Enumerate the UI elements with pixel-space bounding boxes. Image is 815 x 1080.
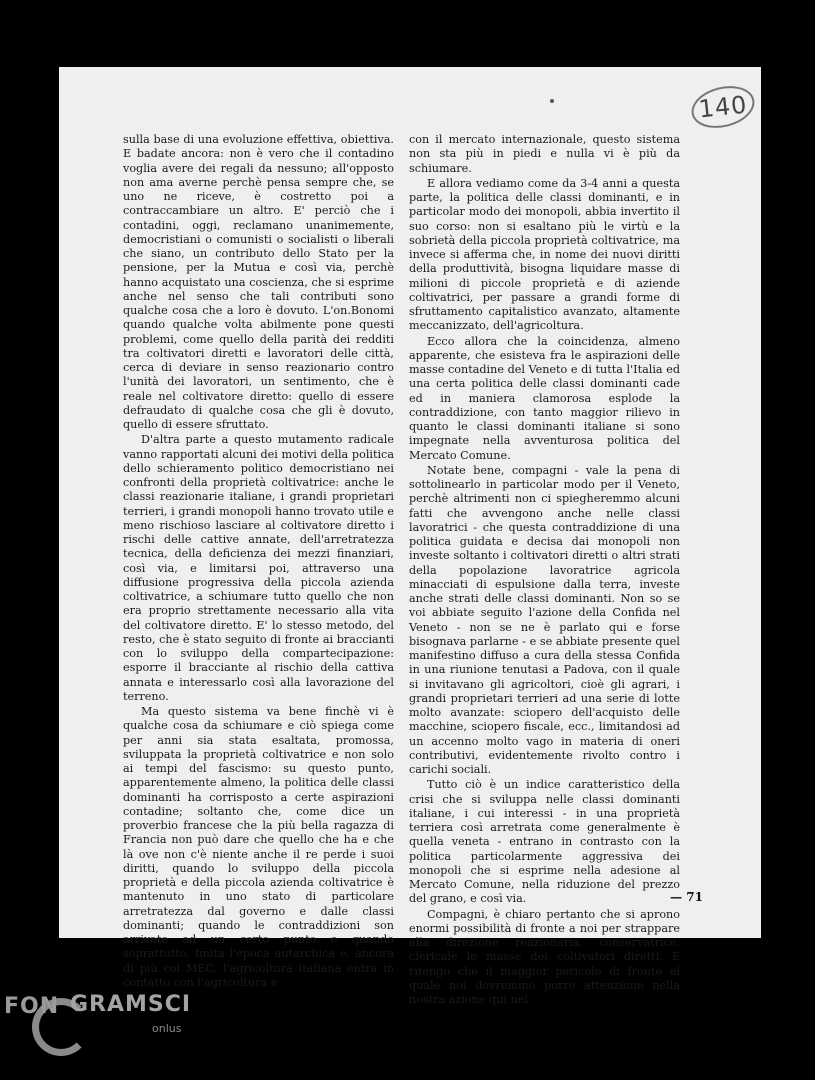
logo-suffix: onlus <box>152 1022 182 1035</box>
paragraph: E allora vediamo come da 3-4 anni a questa parte, la politica delle classi dominanti, e in particolar modo dei monopoli, abbia invertito il suo corso: non si esaltano più le virtù e la sobrietà della piccola proprietà coltivatrice, ma invece si afferma che, in nome dei nuovi diritti della produttività, bisogna liquidare masse di milioni di piccole proprietà e di aziende coltivatrici, per passare a grandi forme di sfruttamento capitalistico avanzato, altamente meccanizzato, dell'agricoltura. <box>409 176 680 333</box>
ink-dot <box>550 99 554 103</box>
logo-prefix: FON <box>4 994 60 1019</box>
paragraph: con il mercato internazionale, questo sistema non sta più in piedi e nulla vi è più da schiumare. <box>409 133 680 175</box>
right-text-column <box>409 133 680 1008</box>
paragraph: Notate bene, compagni - vale la pena di sottolinearlo in particolar modo per il Veneto, perchè altrimenti non ci spiegheremmo alcuni fatti che avvengono anche nelle classi lavoratrici - che questa contraddizione di una politica guidata e decisa dai monopoli non investe soltanto i coltivatori diretti o altri strati della popolazione lavoratrice agricola minacciati di espulsione dalla terra, investe anche strati delle classi dominanti. Non so se voi abbiate seguito l'azione della Confida nel Veneto - non se ne è parlato qui e forse bisognava parlarne - e se abbiate presente quel manifestino diffuso a cura della stessa Confida in una riunione tenutasi a Padova, con il quale si invitavano gli agricoltori, cioè gli agrari, i grandi proprietari terrieri ad una serie di lotte molto avanzate: sciopero dell'acquisto delle macchine, sciopero fiscale, ecc., limitandosi ad un accenno molto vago in materia di oneri contributivi, evidentemente rivolto contro i carichi sociali. <box>409 463 680 776</box>
paragraph: Ecco allora che la coincidenza, almeno apparente, che esisteva fra le aspirazioni delle masse contadine del Veneto e di tutta l'Italia ed una certa politica delle classi dominanti cade ed in maniera clamorosa esplode la contraddizione, con tanto maggior rilievo in quanto le classi dominanti italiane si sono impegnate nella avventurosa politica del Mercato Comune. <box>409 334 680 462</box>
paragraph: sulla base di una evoluzione effettiva, obiettiva. E badate ancora: non è vero che il contadino voglia avere dei regali da nessuno; all'opposto non ama averne perchè pensa sempre che, se uno ne riceve, è costretto poi a contraccambiare un altro. E' perciò che i contadini, oggi, reclamano unanimemente, democristiani o comunisti o socialisti o liberali che siano, un contributo dello Stato per la pensione, per la Mutua e così via, perchè hanno acquistato una coscienza, che si esprime anche nel senso che tali contributi sono qualche cosa che a loro è dovuto. L'on.Bonomi quando qualche volta abilmente pone questi problemi, come quello della parità dei redditi tra coltivatori diretti e lavoratori delle città, cerca di deviare in senso reazionario contro l'unità dei lavoratori, un sentimento, che è reale nel coltivatore diretto: quello di essere defraudato di qualche cosa che gli è dovuto, quello di essere sfruttato. <box>123 133 394 431</box>
paragraph: D'altra parte a questo mutamento radicale vanno rapportati alcuni dei motivi della politica dello schieramento politico democristiano nei confronti della proprietà coltivatrice: anche le classi reazionarie italiane, i grandi proprietari terrieri, i grandi monopoli hanno trovato utile e meno rischioso lasciare al coltivatore diretto i rischi delle cattive annate, dell'arretratezza tecnica, della deficienza dei mezzi finanziari, così via, e limitarsi poi, attraverso una diffusione progressiva della piccola azienda coltivatrice, a schiumare tutto quello che non era proprio strettamente necessario alla vita del coltivatore diretto. E' lo stesso metodo, del resto, che è stato seguito di fronte ai braccianti con lo sviluppo della compartecipazione: esporre il bracciante al rischio della cattiva annata e interessarlo così alla lavorazione del terreno. <box>123 433 394 703</box>
logo-name: GRAMSCI <box>70 992 192 1017</box>
left-text-column <box>123 133 394 991</box>
fondazione-gramsci-logo <box>0 992 210 1078</box>
page-number: — 71 <box>670 890 703 904</box>
paragraph: Tutto ciò è un indice caratteristico della crisi che si sviluppa nelle classi dominanti italiane, i cui interessi - in una proprietà terriera così arretrata come generalmente è quella veneta - entrano in contrasto con la politica particolarmente aggressiva dei monopoli che si esprime nella adesione al Mercato Comune, nella riduzione del prezzo del grano, e così via. <box>409 778 680 906</box>
paragraph: Ma questo sistema va bene finchè vi è qualche cosa da schiumare e ciò spiega come per anni sia stata esaltata, promossa, sviluppata la proprietà coltivatrice e non solo ai tempi del fascismo: su questo punto, apparentemente almeno, la politica delle classi dominanti ha corrisposto a certe aspirazioni contadine; soltanto che, come dice un proverbio francese che la più bella ragazza di Francia non può dare che quello che ha e che là ove non c'è niente anche il re perde i suoi diritti, quando lo sviluppo della piccola proprietà e della piccola azienda coltivatrice è mantenuto in uno stato di particolare arretratezza dal governo e dalle classi dominanti; quando le contraddizioni son arrivate ad un certo punto e quando soprattutto, finita l'epoca autarchica e, ancora di più col MEC, l'agricoltura italiana entra in contatto con l'agricoltura e <box>123 705 394 989</box>
archive-number-stamp: 140 <box>689 84 757 130</box>
paragraph: Compagni, è chiaro pertanto che si aprono enormi possibilità di fronte a noi per strappare alla direzione reazionaria, conservatrice, clericale le masse dei coltivatori diretti. E ritengo che il maggior pericolo di fronte al quale noi dovremmo porre attenzione nella nostra azione qui nel <box>409 907 680 1006</box>
